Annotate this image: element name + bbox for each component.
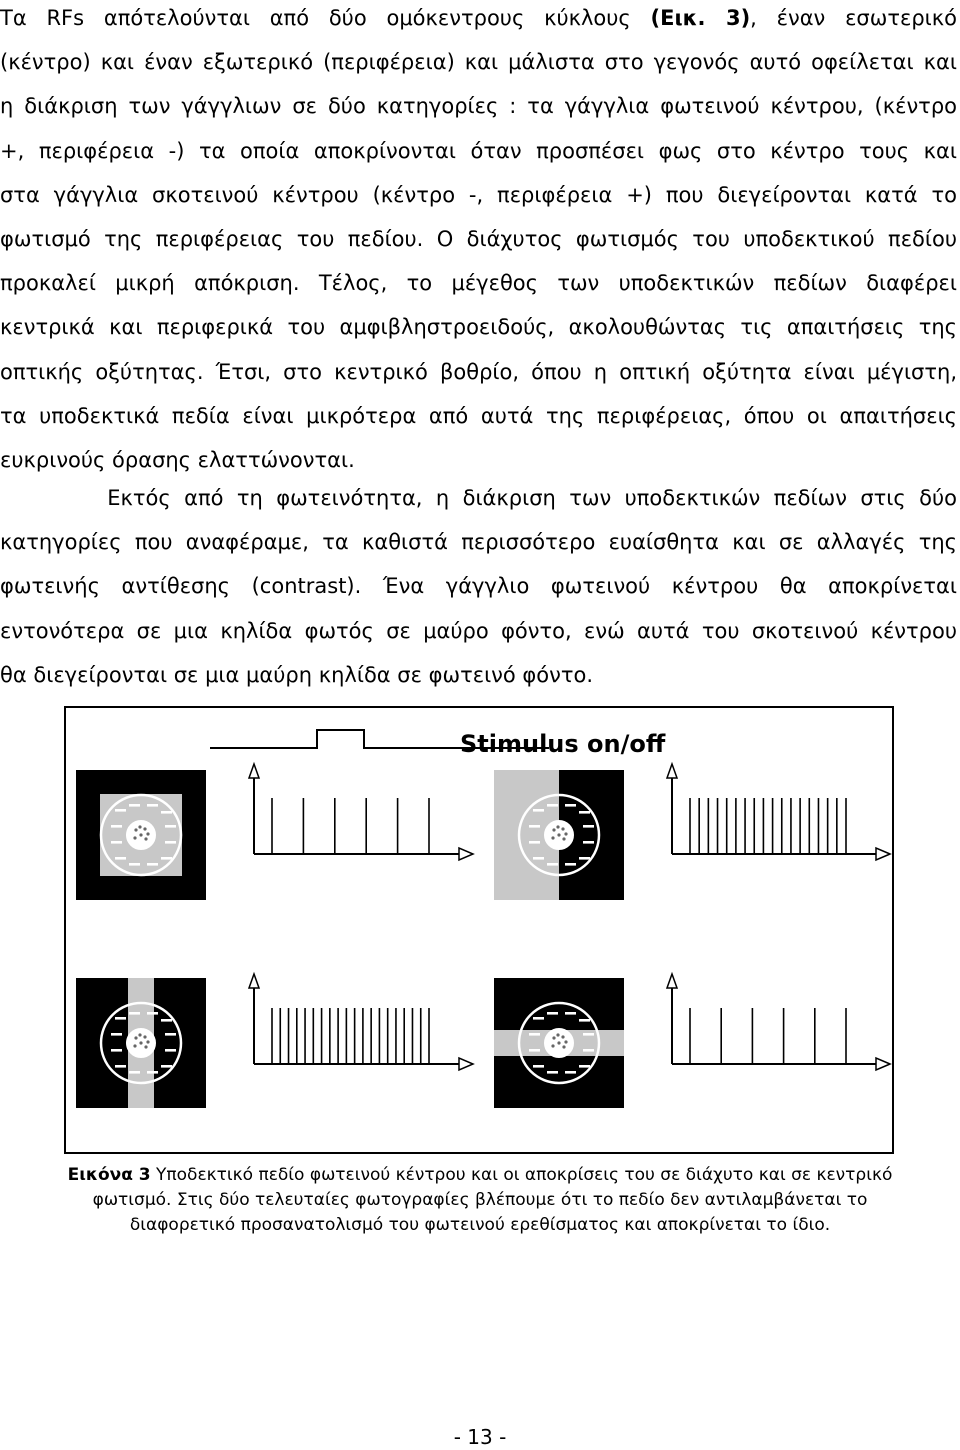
panel-1-plus-dot <box>139 833 142 836</box>
panel-3-plus-dot <box>144 1045 147 1048</box>
panel-2-minus-dash <box>529 825 540 828</box>
panel-2-minus-dash <box>533 857 544 860</box>
paragraph-2-line-5: θα διεγείρονται σε μια μαύρη κηλίδα σε φωτεινό φόντο. <box>0 662 594 687</box>
paragraph-2 <box>0 476 957 697</box>
panel-1-plus-dot <box>146 832 149 835</box>
paragraph-1-line-8: κεντρικά και περιφερικά του αμφιβληστροειδούς, ακολουθώντας τις απαιτήσεις της <box>0 315 957 340</box>
paragraph-1-line-10: τα υποδεκτικά πεδία είναι μικρότερα από αυτά της περιφέρειας, όπου οι απαιτήσεις <box>0 403 957 428</box>
panel-2-minus-dash <box>565 863 576 866</box>
panel-4-minus-dash <box>529 1049 540 1052</box>
panel-2-plus-dot <box>564 832 567 835</box>
panel-2-plus-dot <box>552 828 555 831</box>
panel-4-minus-dash <box>579 1019 590 1022</box>
panel-1-plus-dot <box>144 837 147 840</box>
panel-3-minus-dash <box>129 1071 140 1074</box>
panel-4-minus-dash <box>565 1071 576 1074</box>
panel-3-plus-dot <box>139 1041 142 1044</box>
panel-2-plus-dot <box>557 833 560 836</box>
panel-4-plus-dot <box>564 1040 567 1043</box>
paragraph-2-line-3: φωτεινής αντίθεσης (contrast). Ένα γάγγλιο φωτεινού κέντρου θα αποκρίνεται <box>0 574 957 599</box>
panel-3-minus-dash <box>111 1033 122 1036</box>
panel-4-minus-dash <box>565 1012 576 1015</box>
panel-1-minus-dash <box>165 841 176 844</box>
panel-3-minus-dash <box>115 1017 126 1020</box>
panel-4-plus-dot <box>557 1041 560 1044</box>
panel-3-minus-dash <box>165 1049 176 1052</box>
panel-2-plus-dot <box>556 825 559 828</box>
paragraph-2-line-2: κατηγορίες που αναφέραμε, τα καθιστά περισσότερο ευαίσθητα και σε αλλαγές της <box>0 530 957 555</box>
panel-2-plus-dot <box>561 827 564 830</box>
panel-3-plus-dot <box>146 1040 149 1043</box>
panel-1-minus-dash <box>161 857 172 860</box>
panel-3-minus-dash <box>129 1012 140 1015</box>
paragraph-1-line-7: προκαλεί μικρή απόκριση. Τέλος, το μέγεθος των υποδεκτικών πεδίων διαφέρει <box>0 271 957 296</box>
panel-4-minus-dash <box>529 1033 540 1036</box>
panel-2-minus-dash <box>533 809 544 812</box>
panel-4-plus-dot <box>552 1036 555 1039</box>
panel-1-minus-dash <box>165 825 176 828</box>
paragraph-1-line-1 <box>0 0 957 40</box>
panel-1-plus-dot <box>143 827 146 830</box>
panel-4-minus-dash <box>533 1065 544 1068</box>
caption-line-2: φωτισμό. Στις δύο τελευταίες φωτογραφίες βλέπουμε ότι το πεδίο δεν αντιλαμβάνεται το <box>92 1190 868 1210</box>
panel-3-minus-dash <box>165 1033 176 1036</box>
panel-3-minus-dash <box>147 1012 158 1015</box>
caption-label: Εικόνα 3 <box>67 1165 151 1185</box>
panel-2-plus-dot <box>551 836 554 839</box>
panel-4-minus-dash <box>547 1012 558 1015</box>
text-run: Τα RFs απότελούνται από δύο ομόκεντρους κύκλους <box>0 6 651 30</box>
panel-2-minus-dash <box>583 825 594 828</box>
panel-4-minus-dash <box>583 1049 594 1052</box>
panel-1-minus-dash <box>115 809 126 812</box>
panel-1-minus-dash <box>111 825 122 828</box>
panel-3-minus-dash <box>147 1071 158 1074</box>
paragraph-1-line-6: φωτισμό της περιφέρειας του πεδίου. Ο διάχυτος φωτισμός του υποδεκτικού πεδίου <box>0 227 957 252</box>
panel-4-minus-dash <box>533 1017 544 1020</box>
panel-2-minus-dash <box>583 841 594 844</box>
paragraph-1 <box>0 0 957 482</box>
caption-line-3: διαφορετικό προσανατολισμό του φωτεινού ερεθίσματος και αποκρίνεται το ίδιο. <box>129 1215 831 1235</box>
panel-1-minus-dash <box>129 804 140 807</box>
page-number: - 13 - <box>453 1425 507 1449</box>
panel-3-minus-dash <box>111 1049 122 1052</box>
panel-3-minus-dash <box>161 1019 172 1022</box>
panel-4-plus-dot <box>561 1035 564 1038</box>
panel-4-minus-dash <box>547 1071 558 1074</box>
panel-1-plus-dot <box>134 828 137 831</box>
panel-4-minus-dash <box>583 1033 594 1036</box>
receptive-field-figure <box>64 706 894 1154</box>
stimulus-label: Stimulus on/off <box>460 730 666 758</box>
caption-line-1 <box>0 1163 960 1188</box>
panel-1-minus-dash <box>115 857 126 860</box>
figure-reference: (Εικ. 3) <box>650 6 751 30</box>
caption-text: Υποδεκτικό πεδίο φωτεινού κέντρου και οι αποκρίσεις του σε διάχυτο και σε κεντρικό <box>150 1165 893 1185</box>
panel-1-minus-dash <box>147 804 158 807</box>
panel-2-plus-dot <box>562 837 565 840</box>
panel-4-minus-dash <box>579 1065 590 1068</box>
panel-3-minus-dash <box>115 1065 126 1068</box>
panel-1-minus-dash <box>147 863 158 866</box>
panel-2-minus-dash <box>579 857 590 860</box>
panel-1-minus-dash <box>161 811 172 814</box>
panel-2-minus-dash <box>529 841 540 844</box>
panel-3-plus-dot <box>143 1035 146 1038</box>
panel-4-plus-dot <box>556 1033 559 1036</box>
panel-1-minus-dash <box>111 841 122 844</box>
paragraph-1-line-4: +, περιφέρεια -) τα οποία αποκρίνονται όταν προσπέσει φως στο κέντρο τους και <box>0 138 957 163</box>
paragraph-1-line-3: η διάκριση των γάγγλιων σε δύο κατηγορίες : τα γάγγλια φωτεινού κέντρου, (κέντρο <box>0 94 957 119</box>
paragraph-1-line-11: ευκρινούς όρασης ελαττώνονται. <box>0 448 355 473</box>
panel-1-plus-dot <box>138 825 141 828</box>
paragraph-2-line-4: εντονότερα σε μια κηλίδα φωτός σε μαύρο φόντο, ενώ αυτά του σκοτεινού κέντρου <box>0 618 957 643</box>
panel-4-plus-dot <box>551 1044 554 1047</box>
panel-4-plus-dot <box>562 1045 565 1048</box>
paragraph-1-line-2: (κέντρο) και έναν εξωτερικό (περιφέρεια) και μάλιστα στο γεγονός αυτό οφείλεται και <box>0 50 957 75</box>
panel-2-minus-dash <box>565 804 576 807</box>
panel-3-minus-dash <box>161 1065 172 1068</box>
paragraph-1-line-5: στα γάγγλια σκοτεινού κέντρου (κέντρο -, περιφέρεια +) που διεγείρονται κατά το <box>0 182 957 207</box>
panel-2-minus-dash <box>547 863 558 866</box>
panel-2-minus-dash <box>547 804 558 807</box>
panel-1-plus-dot <box>133 836 136 839</box>
panel-1-minus-dash <box>129 863 140 866</box>
text-run: , έναν εσωτερικό <box>750 6 957 30</box>
paragraph-1-line-9: οπτικής οξύτητας. Έτσι, στο κεντρικό βοθρίο, όπου η οπτική οξύτητα είναι μέγιστη, <box>0 359 957 384</box>
panel-3-plus-dot <box>134 1036 137 1039</box>
panel-2-minus-dash <box>579 811 590 814</box>
panel-3-plus-dot <box>133 1044 136 1047</box>
figure-caption <box>0 1163 960 1238</box>
panel-3-plus-dot <box>138 1033 141 1036</box>
paragraph-2-line-1: Εκτός από τη φωτεινότητα, η διάκριση των υποδεκτικών πεδίων στις δύο <box>0 486 957 510</box>
